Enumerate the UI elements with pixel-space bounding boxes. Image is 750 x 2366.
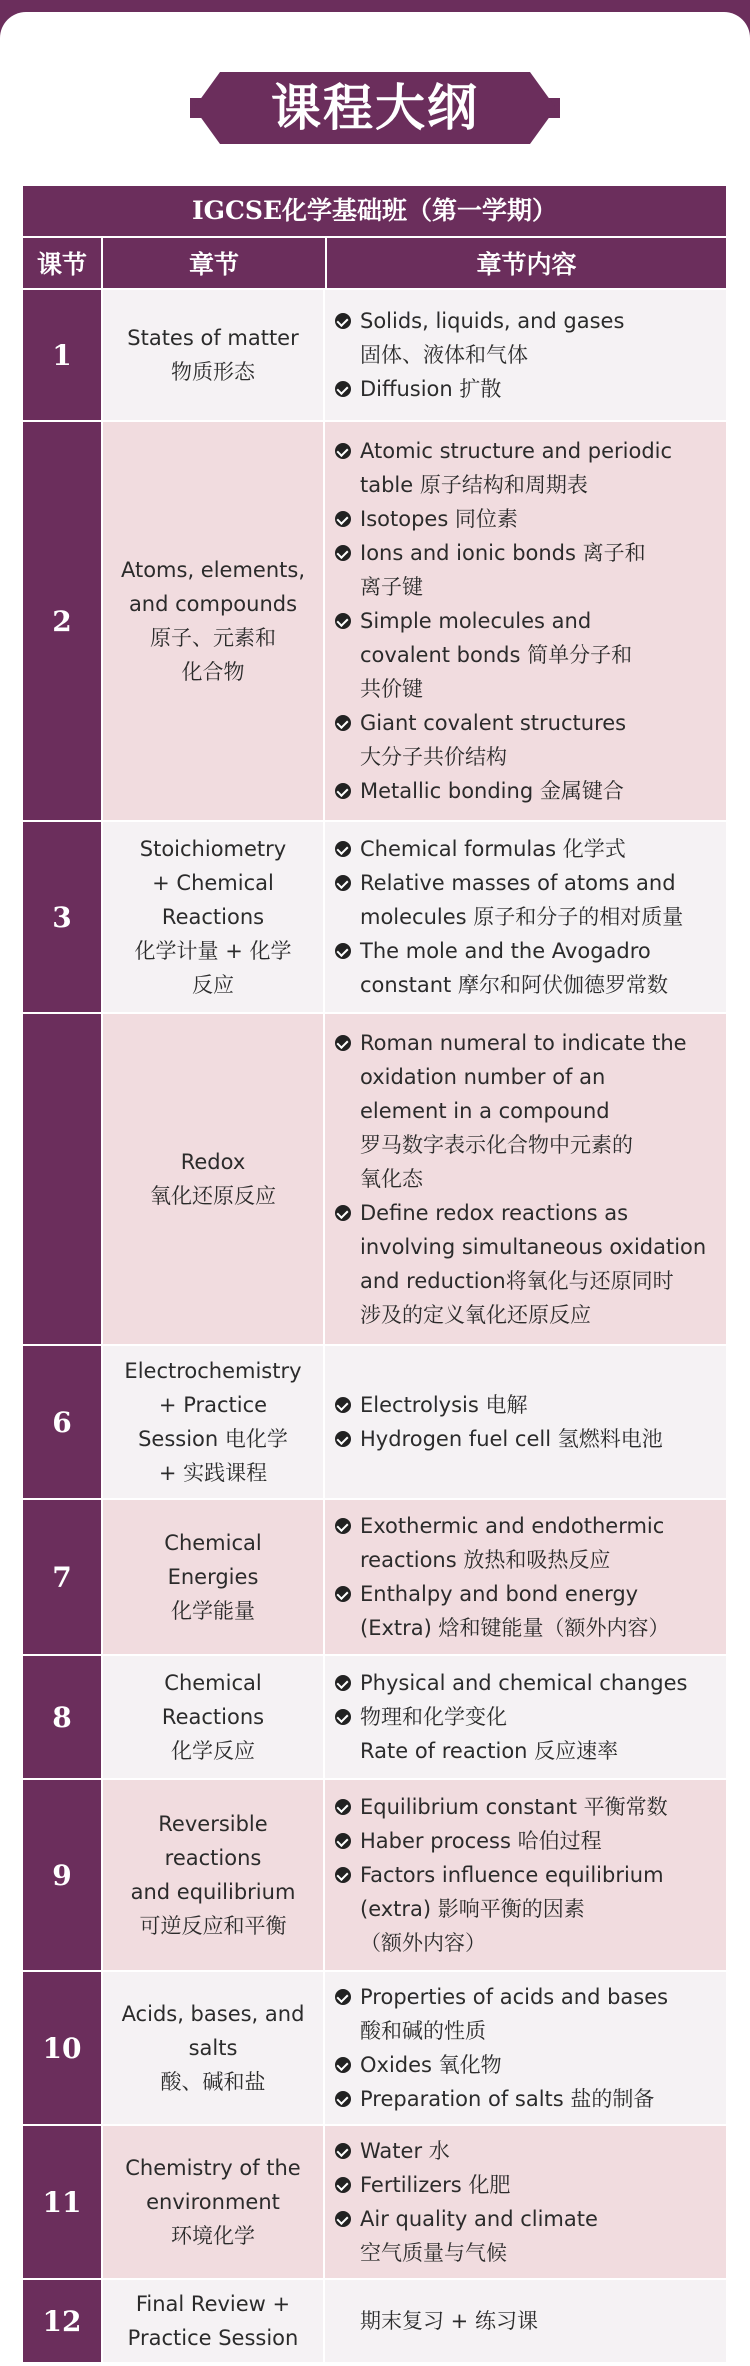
chapter-cell — [103, 422, 325, 820]
check-circle-icon — [335, 1709, 351, 1725]
content-item-text: Haber process 哈伯过程 — [360, 1829, 602, 1853]
content-cell — [325, 822, 726, 1012]
chapter-line: Energies — [167, 1565, 259, 1589]
chapter-line: environment — [146, 2190, 280, 2214]
chapter-line: 化学能量 — [171, 1599, 255, 1623]
chapter-cell — [103, 1014, 325, 1344]
chapter-cell — [103, 1500, 325, 1654]
header-content: 章节内容 — [476, 250, 577, 279]
check-circle-icon — [335, 2211, 351, 2227]
content-item — [335, 502, 718, 536]
chapter-cell — [103, 2126, 325, 2278]
table-row — [23, 1498, 726, 1654]
lesson-number — [23, 1014, 103, 1344]
chapter-line: and compounds — [128, 592, 298, 616]
check-circle-icon — [335, 1989, 351, 2005]
table-header — [23, 236, 726, 288]
content-item — [335, 1577, 718, 1645]
chapter-line: 化学反应 — [171, 1739, 255, 1763]
content-item — [335, 1790, 718, 1824]
content-item — [335, 934, 718, 1002]
content-cell — [325, 422, 726, 820]
content-item — [335, 2048, 718, 2082]
content-item — [335, 2168, 718, 2202]
chapter-line: 氧化还原反应 — [150, 1184, 276, 1208]
content-item-text: Water 水 — [360, 2139, 450, 2163]
chapter-line: 可逆反应和平衡 — [139, 1914, 287, 1938]
content-item — [335, 1509, 718, 1577]
content-item-text: Metallic bonding 金属键合 — [360, 779, 624, 803]
content-item-text: Factors influence equilibrium (extra) 影响平衡的因素 （额外内容） — [360, 1863, 664, 1955]
chapter-line: 物质形态 — [171, 360, 255, 384]
title-banner — [190, 72, 560, 144]
content-item-text: Solids, liquids, and gases 固体、液体和气体 — [360, 309, 625, 367]
check-circle-icon — [335, 1867, 351, 1883]
lesson-number: 12 — [23, 2280, 103, 2362]
lesson-number: 8 — [23, 1656, 103, 1778]
chapter-line: 酸、碱和盐 — [160, 2070, 266, 2094]
chapter-line: Reactions — [161, 1705, 265, 1729]
check-circle-icon — [335, 545, 351, 561]
check-circle-icon — [335, 2091, 351, 2107]
chapter-line: Chemical — [164, 1531, 262, 1555]
page-title: 课程大纲 — [271, 78, 479, 137]
content-item-text: Define redox reactions as involving simultaneous oxidation and reduction将氧化与还原同时 涉及的定义氧化还原反应 — [360, 1201, 707, 1327]
content-item — [335, 2134, 718, 2168]
content-item-text: Physical and chemical changes — [360, 1671, 688, 1695]
content-item-text: Air quality and climate 空气质量与气候 — [360, 2207, 598, 2265]
lesson-number: 10 — [23, 1972, 103, 2124]
chapter-line: Chemistry of the — [125, 2156, 301, 2180]
chapter-line: Practice Session — [127, 2326, 299, 2350]
chapter-line: 化合物 — [181, 660, 245, 684]
chapter-line: Session 电化学 — [138, 1427, 288, 1451]
content-plain-text: 期末复习 + 练习课 — [360, 2309, 538, 2333]
chapter-line: States of matter — [127, 326, 299, 350]
check-circle-icon — [335, 1799, 351, 1815]
chapter-line: 反应 — [192, 973, 234, 997]
table-row — [23, 288, 726, 420]
content-item — [335, 866, 718, 934]
chapter-line: 环境化学 — [171, 2224, 255, 2248]
lesson-number: 7 — [23, 1500, 103, 1654]
content-item-text: Enthalpy and bond energy (Extra) 焓和键能量（额外内容） — [360, 1582, 670, 1640]
table-row — [23, 2124, 726, 2278]
syllabus-table — [23, 186, 726, 2362]
check-circle-icon — [335, 943, 351, 959]
content-item-text: Ions and ionic bonds 离子和 离子键 — [360, 541, 646, 599]
chapter-cell — [103, 1780, 325, 1970]
table-row — [23, 1654, 726, 1778]
lesson-number: 9 — [23, 1780, 103, 1970]
content-item — [335, 1980, 718, 2048]
content-cell — [325, 290, 726, 420]
chapter-line: Electrochemistry — [124, 1359, 302, 1383]
content-item — [335, 774, 718, 808]
table-caption: IGCSE化学基础班（第一学期） — [23, 186, 726, 236]
content-item-text: Relative masses of atoms and molecules 原子和分子的相对质量 — [360, 871, 684, 929]
check-circle-icon — [335, 2177, 351, 2193]
content-item — [335, 372, 718, 406]
table-row — [23, 420, 726, 820]
content-item — [335, 1824, 718, 1858]
content-item-text: Hydrogen fuel cell 氢燃料电池 — [360, 1427, 663, 1451]
content-item — [335, 1700, 718, 1768]
chapter-line: + Chemical — [152, 871, 274, 895]
content-item-text: Properties of acids and bases 酸和碱的性质 — [360, 1985, 669, 2043]
content-item-text: Atomic structure and periodic table 原子结构和周期表 — [360, 439, 673, 497]
chapter-cell — [103, 2280, 325, 2362]
syllabus-sheet — [0, 12, 750, 2366]
table-row — [23, 1970, 726, 2124]
header-chapter: 章节 — [103, 238, 327, 288]
check-circle-icon — [335, 381, 351, 397]
content-item — [335, 434, 718, 502]
content-item-text: Equilibrium constant 平衡常数 — [360, 1795, 668, 1819]
content-cell — [325, 2280, 726, 2362]
chapter-line: Reversible — [158, 1812, 268, 1836]
content-cell — [325, 1500, 726, 1654]
lesson-number: 1 — [23, 290, 103, 420]
content-cell — [325, 2126, 726, 2278]
content-item-text: Fertilizers 化肥 — [360, 2173, 511, 2197]
chapter-line: + 实践课程 — [158, 1461, 268, 1485]
check-circle-icon — [335, 875, 351, 891]
content-cell — [325, 1014, 726, 1344]
check-circle-icon — [335, 783, 351, 799]
check-circle-icon — [335, 1431, 351, 1447]
chapter-line: Stoichiometry — [139, 837, 287, 861]
chapter-line: Acids, bases, and — [121, 2002, 305, 2026]
content-item-text: Simple molecules and covalent bonds 简单分子和 共价键 — [360, 609, 633, 701]
table-row — [23, 1778, 726, 1970]
content-item-text: Isotopes 同位素 — [360, 507, 518, 531]
content-cell — [325, 1346, 726, 1498]
check-circle-icon — [335, 443, 351, 459]
content-item-text: 物理和化学变化 Rate of reaction 反应速率 — [360, 1705, 619, 1763]
chapter-line: + Practice — [158, 1393, 268, 1417]
chapter-line: Reactions — [161, 905, 265, 929]
content-item — [335, 2202, 718, 2270]
check-circle-icon — [335, 1205, 351, 1221]
content-item-text: Preparation of salts 盐的制备 — [360, 2087, 655, 2111]
content-item — [335, 1388, 718, 1422]
chapter-line: and equilibrium — [130, 1880, 296, 1904]
check-circle-icon — [335, 1675, 351, 1691]
lesson-number: 3 — [23, 822, 103, 1012]
check-circle-icon — [335, 1586, 351, 1602]
lesson-number: 11 — [23, 2126, 103, 2278]
content-item — [335, 2082, 718, 2116]
table-row — [23, 2278, 726, 2362]
content-item — [335, 832, 718, 866]
content-item — [335, 1666, 718, 1700]
chapter-cell — [103, 290, 325, 420]
chapter-cell — [103, 822, 325, 1012]
chapter-line: Final Review + — [135, 2292, 291, 2316]
check-circle-icon — [335, 1397, 351, 1413]
table-row — [23, 820, 726, 1012]
table-row — [23, 1344, 726, 1498]
check-circle-icon — [335, 1035, 351, 1051]
header-lesson: 课节 — [23, 238, 103, 288]
check-circle-icon — [335, 2057, 351, 2073]
content-cell — [325, 1656, 726, 1778]
chapter-line: reactions — [164, 1846, 262, 1870]
content-item — [335, 1422, 718, 1456]
content-item — [335, 304, 718, 372]
check-circle-icon — [335, 1833, 351, 1849]
content-item — [335, 536, 718, 604]
content-item-text: Oxides 氧化物 — [360, 2053, 502, 2077]
content-item-text: Giant covalent structures 大分子共价结构 — [360, 711, 627, 769]
chapter-line: 化学计量 + 化学 — [134, 939, 292, 963]
content-item — [335, 1196, 718, 1332]
chapter-line: 原子、元素和 — [150, 626, 276, 650]
check-circle-icon — [335, 841, 351, 857]
content-item-text: Diffusion 扩散 — [360, 377, 502, 401]
chapter-line: salts — [188, 2036, 238, 2060]
lesson-number: 6 — [23, 1346, 103, 1498]
content-item — [335, 1026, 718, 1196]
chapter-line: Redox — [180, 1150, 246, 1174]
chapter-line: Chemical — [164, 1671, 262, 1695]
check-circle-icon — [335, 313, 351, 329]
content-cell — [325, 1780, 726, 1970]
chapter-line: Atoms, elements, — [120, 558, 306, 582]
chapter-cell — [103, 1346, 325, 1498]
chapter-cell — [103, 1656, 325, 1778]
content-item — [335, 1858, 718, 1960]
lesson-number: 2 — [23, 422, 103, 820]
chapter-cell — [103, 1972, 325, 2124]
table-row — [23, 1012, 726, 1344]
content-item-text: Roman numeral to indicate the oxidation number of an element in a compound 罗马数字表示化合物中元素的 氧化态 — [360, 1031, 687, 1191]
content-item-text: Electrolysis 电解 — [360, 1393, 528, 1417]
content-item — [335, 604, 718, 706]
check-circle-icon — [335, 2143, 351, 2159]
check-circle-icon — [335, 715, 351, 731]
content-item-text: The mole and the Avogadro constant 摩尔和阿伏伽德罗常数 — [360, 939, 668, 997]
content-item — [335, 706, 718, 774]
check-circle-icon — [335, 613, 351, 629]
check-circle-icon — [335, 511, 351, 527]
content-item-text: Exothermic and endothermic reactions 放热和吸热反应 — [360, 1514, 665, 1572]
content-cell — [325, 1972, 726, 2124]
content-item-text: Chemical formulas 化学式 — [360, 837, 626, 861]
check-circle-icon — [335, 1518, 351, 1534]
